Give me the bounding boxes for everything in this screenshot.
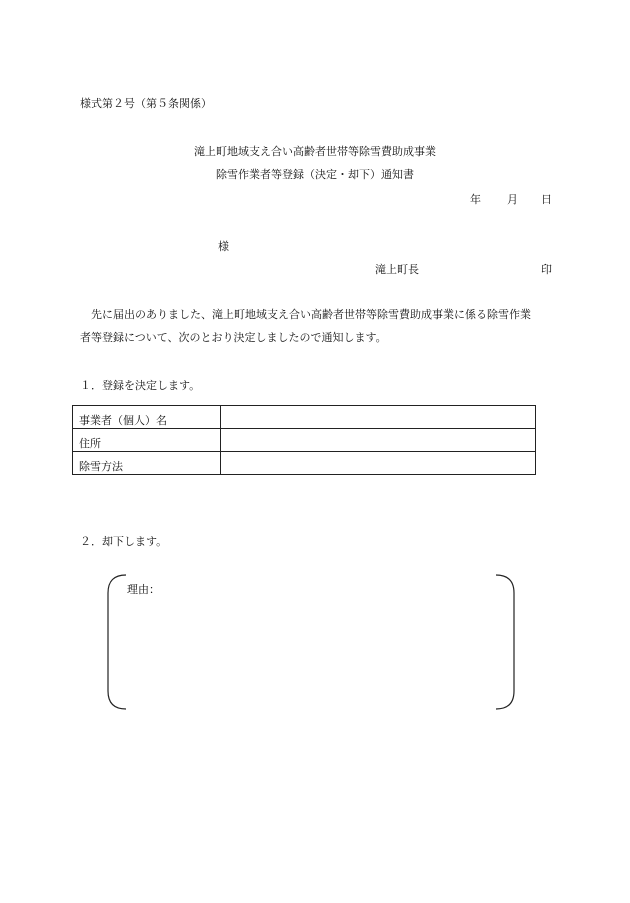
table-value-cell xyxy=(221,452,536,475)
document-title-line1: 滝上町地域支え合い高齢者世帯等除雪費助成事業 xyxy=(194,145,436,158)
seal-mark: 印 xyxy=(541,263,552,276)
sender-name: 滝上町長 xyxy=(375,263,419,276)
section2-heading: ２．却下します。 xyxy=(80,535,168,548)
registration-table xyxy=(72,405,536,475)
table-label-cell: 事業者（個人）名 xyxy=(73,406,221,429)
table-label-cell: 住所 xyxy=(73,429,221,452)
table-row xyxy=(73,429,536,452)
table-row xyxy=(73,406,536,429)
left-bracket xyxy=(108,575,126,709)
section1-heading: １．登録を決定します。 xyxy=(80,379,201,392)
reason-label: 理由： xyxy=(127,583,160,596)
body-text-line1: 先に届出のありました、滝上町地域支え合い高齢者世帯等除雪費助成事業に係る除雪作業 xyxy=(80,308,531,321)
right-bracket xyxy=(496,575,514,709)
reason-bracket-frame xyxy=(104,573,518,711)
form-number: 様式第２号（第５条関係） xyxy=(80,97,212,110)
table-label-cell: 除雪方法 xyxy=(73,452,221,475)
date-month-label: 月 xyxy=(507,193,518,206)
table-row xyxy=(73,452,536,475)
date-day-label: 日 xyxy=(541,193,552,206)
document-title-line2: 除雪作業者等登録（決定・却下）通知書 xyxy=(216,168,414,181)
date-year-label: 年 xyxy=(470,193,481,206)
table-value-cell xyxy=(221,406,536,429)
table-value-cell xyxy=(221,429,536,452)
body-text-line2: 者等登録について、次のとおり決定しましたので通知します。 xyxy=(80,331,387,344)
addressee-honorific: 様 xyxy=(218,240,229,253)
